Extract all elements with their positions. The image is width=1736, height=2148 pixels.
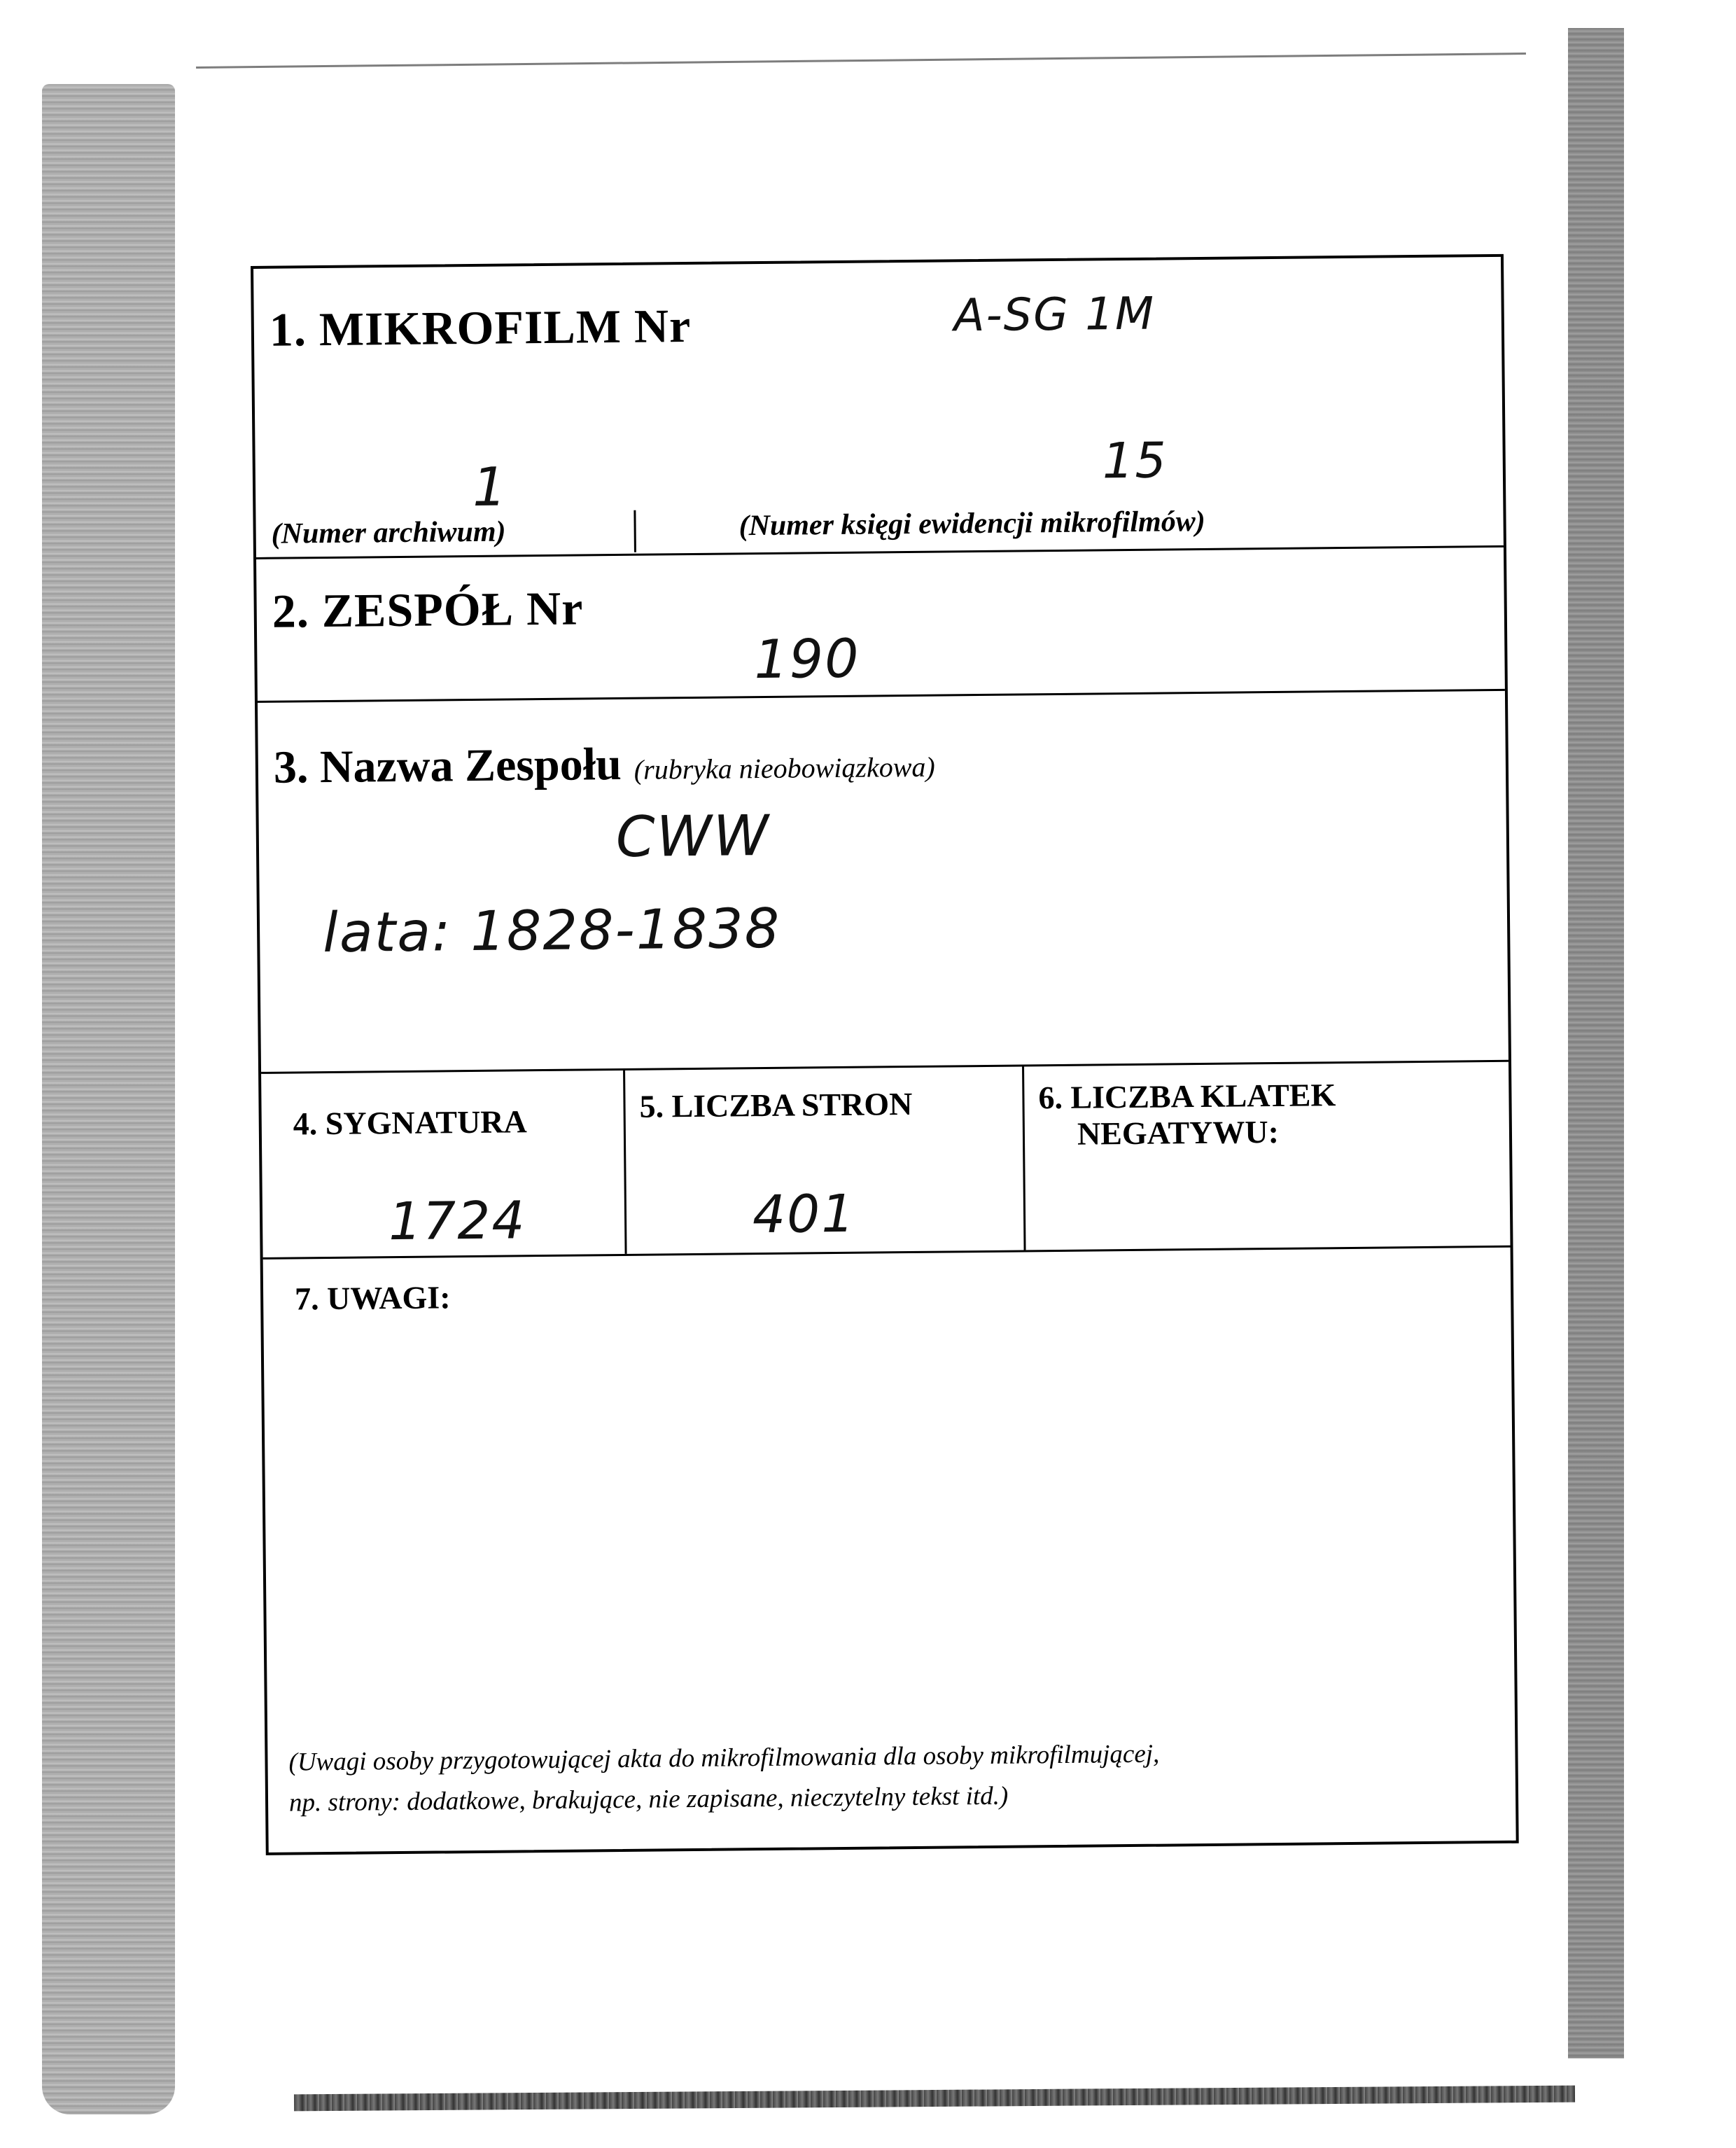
signature-label: 4. SYGNATURA (293, 1103, 527, 1142)
caption-divider (634, 510, 636, 552)
section-remarks (263, 1248, 1516, 1855)
register-number-caption: (Numer księgi ewidencji mikrofilmów) (738, 505, 1205, 543)
remarks-footnote-line2: np. strony: dodatkowe, brakujące, nie zapisane, nieczytelny tekst itd.) (288, 1781, 1009, 1818)
archive-number-value: 1 (472, 455, 508, 518)
section-fond-number (256, 548, 1505, 703)
scan-shadow-right (1568, 28, 1624, 2058)
register-number-value: 15 (1102, 431, 1168, 490)
page-count-label: 5. LICZBA STRON (639, 1085, 913, 1124)
signature-value: 1724 (388, 1190, 526, 1253)
scan-shadow-left (42, 84, 175, 2114)
archive-number-caption: (Numer archiwum) (271, 515, 506, 550)
frame-count-cell (1024, 1062, 1508, 1250)
fond-name-heading (274, 735, 936, 795)
section-microfilm-number (253, 257, 1504, 559)
fond-name-optional-note: (rubryka nieobowiązkowa) (634, 751, 935, 786)
remarks-footnote-line1: (Uwagi osoby przygotowującej akta do mikrofilmowania dla osoby mikrofilmującej, (288, 1739, 1160, 1777)
page-count-cell (625, 1066, 1026, 1253)
fond-name-label: 3. Nazwa Zespołu (273, 738, 622, 793)
microfilm-form (251, 254, 1519, 1855)
frame-count-label-line2: NEGATYWU: (1077, 1113, 1280, 1152)
microfilm-handwritten-number: A-SG 1M (953, 288, 1156, 342)
fond-number-value: 190 (753, 627, 860, 691)
fond-number-label: 2. ZESPÓŁ Nr (272, 581, 584, 638)
scan-bottom-edge (294, 2086, 1575, 2112)
remarks-footnote (288, 1731, 1493, 1824)
section-fond-name (258, 691, 1508, 1074)
signature-cell (261, 1070, 626, 1257)
page-count-value: 401 (752, 1183, 856, 1246)
scan-top-line (196, 53, 1526, 69)
microfilm-label: 1. MIKROFILM Nr (269, 298, 692, 356)
fond-name-value: CWW (615, 802, 771, 870)
fond-years-value: lata: 1828-1838 (322, 897, 781, 965)
remarks-label: 7. UWAGI: (294, 1279, 451, 1317)
frame-count-label-line1: 6. LICZBA KLATEK (1038, 1077, 1336, 1116)
section-details (261, 1062, 1510, 1260)
